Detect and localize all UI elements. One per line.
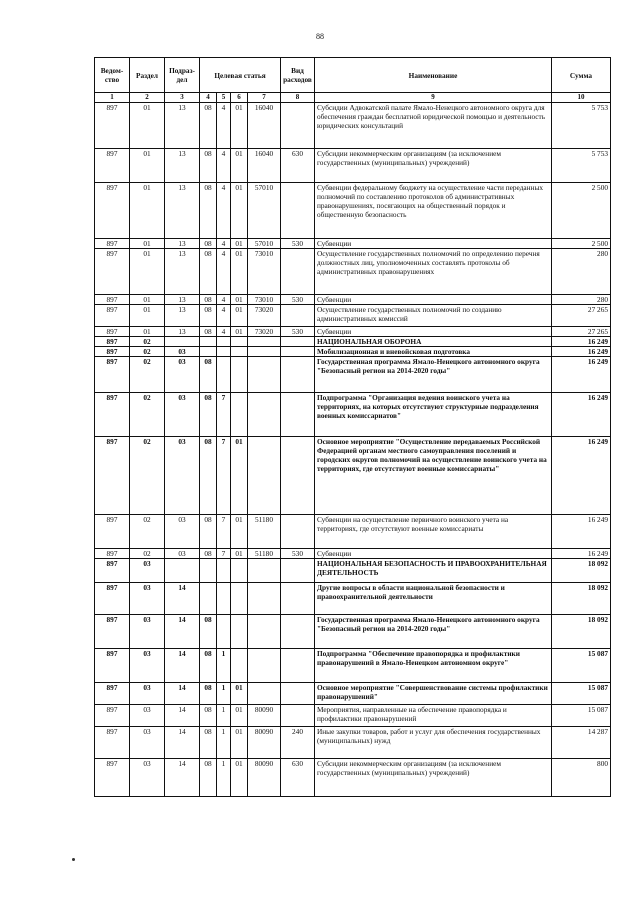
article-code <box>248 559 281 583</box>
subprogram-code: 1 <box>217 683 231 705</box>
row-sum: 16 249 <box>552 515 611 549</box>
subsection-code <box>165 337 200 347</box>
dept-code: 897 <box>95 337 130 347</box>
section-code: 02 <box>130 337 165 347</box>
section-code: 03 <box>130 559 165 583</box>
section-code: 03 <box>130 705 165 727</box>
subsection-code: 14 <box>165 615 200 649</box>
section-code: 03 <box>130 649 165 683</box>
dept-code: 897 <box>95 437 130 515</box>
table-row <box>95 337 611 347</box>
subsection-code: 14 <box>165 649 200 683</box>
article-code: 16040 <box>248 103 281 149</box>
table-row <box>95 559 611 583</box>
table-row <box>95 515 611 549</box>
event-code: 01 <box>231 305 248 327</box>
subprogram-code: 1 <box>217 705 231 727</box>
row-sum: 16 249 <box>552 549 611 559</box>
dept-code: 897 <box>95 149 130 183</box>
dept-code: 897 <box>95 393 130 437</box>
row-sum: 15 087 <box>552 683 611 705</box>
section-code: 02 <box>130 549 165 559</box>
section-code: 01 <box>130 149 165 183</box>
event-code: 01 <box>231 103 248 149</box>
subsection-code: 14 <box>165 683 200 705</box>
row-name: Основное мероприятие "Совершенствование системы профилактики правонарушений" <box>315 683 552 705</box>
budget-table <box>94 57 611 797</box>
dept-code: 897 <box>95 347 130 357</box>
expense-type-code <box>281 515 315 549</box>
program-code: 08 <box>200 683 217 705</box>
row-name: Субсидии Адвокатской палате Ямало-Ненецкого автономного округа для обеспечения граждан бесплатной юридической помощью и деятельность юридических консультаций <box>315 103 552 149</box>
event-code <box>231 649 248 683</box>
expense-type-code <box>281 649 315 683</box>
subprogram-code: 1 <box>217 727 231 759</box>
table-row <box>95 549 611 559</box>
subsection-code: 13 <box>165 249 200 295</box>
article-code <box>248 649 281 683</box>
row-name: Основное мероприятие "Осуществление передаваемых Российской Федерацией органам местного самоуправления поселений и городских округов полномочий на осуществление воинского учета на территориях, где отсутствуют военные комиссариаты" <box>315 437 552 515</box>
table-row <box>95 149 611 183</box>
dept-code: 897 <box>95 295 130 305</box>
dept-code: 897 <box>95 549 130 559</box>
event-code: 01 <box>231 437 248 515</box>
dept-code: 897 <box>95 705 130 727</box>
subprogram-code: 4 <box>217 295 231 305</box>
dept-code: 897 <box>95 249 130 295</box>
article-code <box>248 437 281 515</box>
dept-code: 897 <box>95 559 130 583</box>
row-sum: 27 265 <box>552 305 611 327</box>
row-name: Государственная программа Ямало-Ненецкого автономного округа "Безопасный регион на 2014-2020 годы" <box>315 357 552 393</box>
row-name: Осуществление государственных полномочий по определению перечня должностных лиц, уполномоченных составлять протоколы об административных правонарушениях <box>315 249 552 295</box>
table-row <box>95 239 611 249</box>
table-row <box>95 347 611 357</box>
program-code: 08 <box>200 295 217 305</box>
article-code: 80090 <box>248 759 281 797</box>
event-code: 01 <box>231 759 248 797</box>
article-code <box>248 615 281 649</box>
subprogram-code: 7 <box>217 393 231 437</box>
row-name: Субвенции <box>315 549 552 559</box>
row-name: Государственная программа Ямало-Ненецкого автономного округа "Безопасный регион на 2014-2020 годы" <box>315 615 552 649</box>
table-row <box>95 305 611 327</box>
column-number: 3 <box>165 93 200 103</box>
row-sum: 15 087 <box>552 705 611 727</box>
row-sum: 15 087 <box>552 649 611 683</box>
row-sum: 16 249 <box>552 357 611 393</box>
expense-type-code: 530 <box>281 327 315 337</box>
subsection-code: 13 <box>165 295 200 305</box>
subprogram-code: 4 <box>217 305 231 327</box>
event-code <box>231 615 248 649</box>
column-number: 7 <box>248 93 281 103</box>
event-code <box>231 357 248 393</box>
event-code: 01 <box>231 705 248 727</box>
dept-code: 897 <box>95 615 130 649</box>
column-number: 9 <box>315 93 552 103</box>
expense-type-code <box>281 103 315 149</box>
expense-type-code: 630 <box>281 759 315 797</box>
event-code: 01 <box>231 249 248 295</box>
expense-type-code: 530 <box>281 295 315 305</box>
dept-code: 897 <box>95 357 130 393</box>
section-code: 03 <box>130 583 165 615</box>
subprogram-code: 7 <box>217 549 231 559</box>
table-row <box>95 103 611 149</box>
event-code: 01 <box>231 549 248 559</box>
event-code: 01 <box>231 727 248 759</box>
subsection-code: 13 <box>165 327 200 337</box>
program-code: 08 <box>200 393 217 437</box>
event-code <box>231 583 248 615</box>
subsection-code: 13 <box>165 103 200 149</box>
subprogram-code <box>217 559 231 583</box>
column-number: 10 <box>552 93 611 103</box>
row-sum: 280 <box>552 295 611 305</box>
event-code <box>231 393 248 437</box>
header-subsection: Подраз-дел <box>165 58 200 93</box>
subprogram-code: 1 <box>217 649 231 683</box>
program-code: 08 <box>200 727 217 759</box>
program-code: 08 <box>200 759 217 797</box>
subprogram-code: 7 <box>217 515 231 549</box>
article-code: 80090 <box>248 727 281 759</box>
row-name: Субсидии некоммерческим организациям (за исключением государственных (муниципальных) учреждений) <box>315 759 552 797</box>
subprogram-code <box>217 583 231 615</box>
table-row <box>95 727 611 759</box>
section-code: 02 <box>130 347 165 357</box>
subsection-code: 13 <box>165 149 200 183</box>
table-row <box>95 705 611 727</box>
dept-code: 897 <box>95 583 130 615</box>
row-name: Мобилизационная и вневойсковая подготовка <box>315 347 552 357</box>
section-code: 01 <box>130 327 165 337</box>
row-name: Подпрограмма "Организация ведения воинского учета на территориях, на которых отсутствуют структурные подразделения военных комиссариатов" <box>315 393 552 437</box>
article-code: 80090 <box>248 705 281 727</box>
program-code: 08 <box>200 615 217 649</box>
table-row <box>95 649 611 683</box>
program-code: 08 <box>200 549 217 559</box>
subprogram-code: 4 <box>217 249 231 295</box>
expense-type-code <box>281 437 315 515</box>
row-sum: 16 249 <box>552 337 611 347</box>
dept-code: 897 <box>95 103 130 149</box>
dept-code: 897 <box>95 327 130 337</box>
article-code <box>248 583 281 615</box>
scan-dot <box>72 858 75 861</box>
section-code: 03 <box>130 759 165 797</box>
section-code: 01 <box>130 239 165 249</box>
table-row <box>95 437 611 515</box>
article-code: 73020 <box>248 327 281 337</box>
dept-code: 897 <box>95 515 130 549</box>
expense-type-code <box>281 183 315 239</box>
table-row <box>95 357 611 393</box>
row-name: Подпрограмма "Обеспечение правопорядка и профилактики правонарушений в Ямало-Ненецком автономном округе" <box>315 649 552 683</box>
subprogram-code: 4 <box>217 149 231 183</box>
section-code: 01 <box>130 305 165 327</box>
program-code: 08 <box>200 103 217 149</box>
dept-code: 897 <box>95 727 130 759</box>
expense-type-code <box>281 583 315 615</box>
subprogram-code: 4 <box>217 183 231 239</box>
row-name: Осуществление государственных полномочий по созданию административных комиссий <box>315 305 552 327</box>
subsection-code: 14 <box>165 759 200 797</box>
row-sum: 18 092 <box>552 615 611 649</box>
subprogram-code <box>217 615 231 649</box>
expense-type-code: 530 <box>281 549 315 559</box>
header-row <box>95 58 611 93</box>
section-code: 03 <box>130 615 165 649</box>
expense-type-code <box>281 683 315 705</box>
row-sum: 800 <box>552 759 611 797</box>
column-number-row <box>95 93 611 103</box>
row-sum: 280 <box>552 249 611 295</box>
expense-type-code: 630 <box>281 149 315 183</box>
expense-type-code <box>281 559 315 583</box>
table-row <box>95 759 611 797</box>
subprogram-code: 4 <box>217 239 231 249</box>
table-row <box>95 683 611 705</box>
subsection-code: 03 <box>165 515 200 549</box>
program-code <box>200 559 217 583</box>
program-code: 08 <box>200 149 217 183</box>
subsection-code: 14 <box>165 705 200 727</box>
row-sum: 5 753 <box>552 103 611 149</box>
article-code <box>248 393 281 437</box>
expense-type-code <box>281 305 315 327</box>
column-number: 5 <box>217 93 231 103</box>
program-code: 08 <box>200 183 217 239</box>
section-code: 01 <box>130 295 165 305</box>
expense-type-code <box>281 337 315 347</box>
subprogram-code <box>217 347 231 357</box>
header-target-article: Целевая статья <box>200 58 281 93</box>
event-code <box>231 559 248 583</box>
dept-code: 897 <box>95 183 130 239</box>
subsection-code: 13 <box>165 239 200 249</box>
row-name: Мероприятия, направленные на обеспечение правопорядка и профилактики правонарушений <box>315 705 552 727</box>
table-row <box>95 615 611 649</box>
subsection-code: 03 <box>165 347 200 357</box>
expense-type-code: 530 <box>281 239 315 249</box>
row-name: Субвенции федеральному бюджету на осуществление части переданных полномочий по составлению протоколов об административных правонарушениях, посягающих на общественный порядок и общественную безопасность <box>315 183 552 239</box>
event-code: 01 <box>231 183 248 239</box>
dept-code: 897 <box>95 649 130 683</box>
article-code: 51180 <box>248 515 281 549</box>
program-code: 08 <box>200 705 217 727</box>
event-code <box>231 347 248 357</box>
row-name: НАЦИОНАЛЬНАЯ ОБОРОНА <box>315 337 552 347</box>
subprogram-code: 4 <box>217 327 231 337</box>
dept-code: 897 <box>95 239 130 249</box>
article-code: 73020 <box>248 305 281 327</box>
event-code: 01 <box>231 327 248 337</box>
article-code: 16040 <box>248 149 281 183</box>
section-code: 02 <box>130 357 165 393</box>
article-code <box>248 347 281 357</box>
row-sum: 16 249 <box>552 393 611 437</box>
column-number: 4 <box>200 93 217 103</box>
row-name: Иные закупки товаров, работ и услуг для обеспечения государственных (муниципальных) нужд <box>315 727 552 759</box>
expense-type-code <box>281 249 315 295</box>
subsection-code: 03 <box>165 357 200 393</box>
row-sum: 16 249 <box>552 347 611 357</box>
row-sum: 16 249 <box>552 437 611 515</box>
event-code: 01 <box>231 683 248 705</box>
program-code <box>200 347 217 357</box>
table-row <box>95 393 611 437</box>
section-code: 01 <box>130 249 165 295</box>
article-code: 57010 <box>248 239 281 249</box>
table-row <box>95 249 611 295</box>
section-code: 03 <box>130 727 165 759</box>
subsection-code: 14 <box>165 727 200 759</box>
column-number: 1 <box>95 93 130 103</box>
row-name: Субвенции <box>315 295 552 305</box>
subsection-code: 13 <box>165 183 200 239</box>
article-code: 51180 <box>248 549 281 559</box>
program-code: 08 <box>200 249 217 295</box>
page-number: 88 <box>316 32 324 41</box>
section-code: 01 <box>130 103 165 149</box>
subprogram-code <box>217 337 231 347</box>
program-code: 08 <box>200 239 217 249</box>
header-name: Наименование <box>315 58 552 93</box>
event-code: 01 <box>231 515 248 549</box>
table-body <box>95 103 611 797</box>
row-sum: 27 265 <box>552 327 611 337</box>
dept-code: 897 <box>95 305 130 327</box>
dept-code: 897 <box>95 683 130 705</box>
header-expense-type: Вид расходов <box>281 58 315 93</box>
subprogram-code: 4 <box>217 103 231 149</box>
program-code: 08 <box>200 327 217 337</box>
table-row <box>95 295 611 305</box>
row-name: Субвенции на осуществление первичного воинского учета на территориях, где отсутствуют военные комиссариаты <box>315 515 552 549</box>
row-name: Субвенции <box>315 239 552 249</box>
row-sum: 14 287 <box>552 727 611 759</box>
column-number: 6 <box>231 93 248 103</box>
table-row <box>95 183 611 239</box>
expense-type-code <box>281 615 315 649</box>
dept-code: 897 <box>95 759 130 797</box>
row-sum: 5 753 <box>552 149 611 183</box>
row-name: Субвенции <box>315 327 552 337</box>
article-code: 73010 <box>248 295 281 305</box>
table-row <box>95 327 611 337</box>
row-sum: 18 092 <box>552 583 611 615</box>
expense-type-code <box>281 705 315 727</box>
article-code <box>248 337 281 347</box>
program-code <box>200 337 217 347</box>
section-code: 01 <box>130 183 165 239</box>
subsection-code: 03 <box>165 437 200 515</box>
expense-type-code <box>281 357 315 393</box>
program-code: 08 <box>200 357 217 393</box>
program-code: 08 <box>200 305 217 327</box>
row-sum: 18 092 <box>552 559 611 583</box>
row-name: Субсидии некоммерческим организациям (за исключением государственных (муниципальных) учреждений) <box>315 149 552 183</box>
column-number: 2 <box>130 93 165 103</box>
event-code: 01 <box>231 149 248 183</box>
article-code: 73010 <box>248 249 281 295</box>
header-sum: Сумма <box>552 58 611 93</box>
program-code: 08 <box>200 437 217 515</box>
program-code: 08 <box>200 515 217 549</box>
program-code: 08 <box>200 649 217 683</box>
subprogram-code <box>217 357 231 393</box>
subprogram-code: 7 <box>217 437 231 515</box>
row-sum: 2 500 <box>552 183 611 239</box>
subprogram-code: 1 <box>217 759 231 797</box>
expense-type-code <box>281 393 315 437</box>
section-code: 03 <box>130 683 165 705</box>
column-number: 8 <box>281 93 315 103</box>
expense-type-code: 240 <box>281 727 315 759</box>
event-code: 01 <box>231 295 248 305</box>
subsection-code <box>165 559 200 583</box>
subsection-code: 13 <box>165 305 200 327</box>
section-code: 02 <box>130 437 165 515</box>
row-name: Другие вопросы в области национальной безопасности и правоохранительной деятельности <box>315 583 552 615</box>
section-code: 02 <box>130 393 165 437</box>
subsection-code: 14 <box>165 583 200 615</box>
expense-type-code <box>281 347 315 357</box>
row-sum: 2 500 <box>552 239 611 249</box>
article-code <box>248 683 281 705</box>
row-name: НАЦИОНАЛЬНАЯ БЕЗОПАСНОСТЬ И ПРАВООХРАНИТЕЛЬНАЯ ДЕЯТЕЛЬНОСТЬ <box>315 559 552 583</box>
header-dept: Ведом-ство <box>95 58 130 93</box>
header-section: Раздел <box>130 58 165 93</box>
event-code <box>231 337 248 347</box>
article-code: 57010 <box>248 183 281 239</box>
event-code: 01 <box>231 239 248 249</box>
subsection-code: 03 <box>165 549 200 559</box>
section-code: 02 <box>130 515 165 549</box>
table-row <box>95 583 611 615</box>
article-code <box>248 357 281 393</box>
subsection-code: 03 <box>165 393 200 437</box>
program-code <box>200 583 217 615</box>
